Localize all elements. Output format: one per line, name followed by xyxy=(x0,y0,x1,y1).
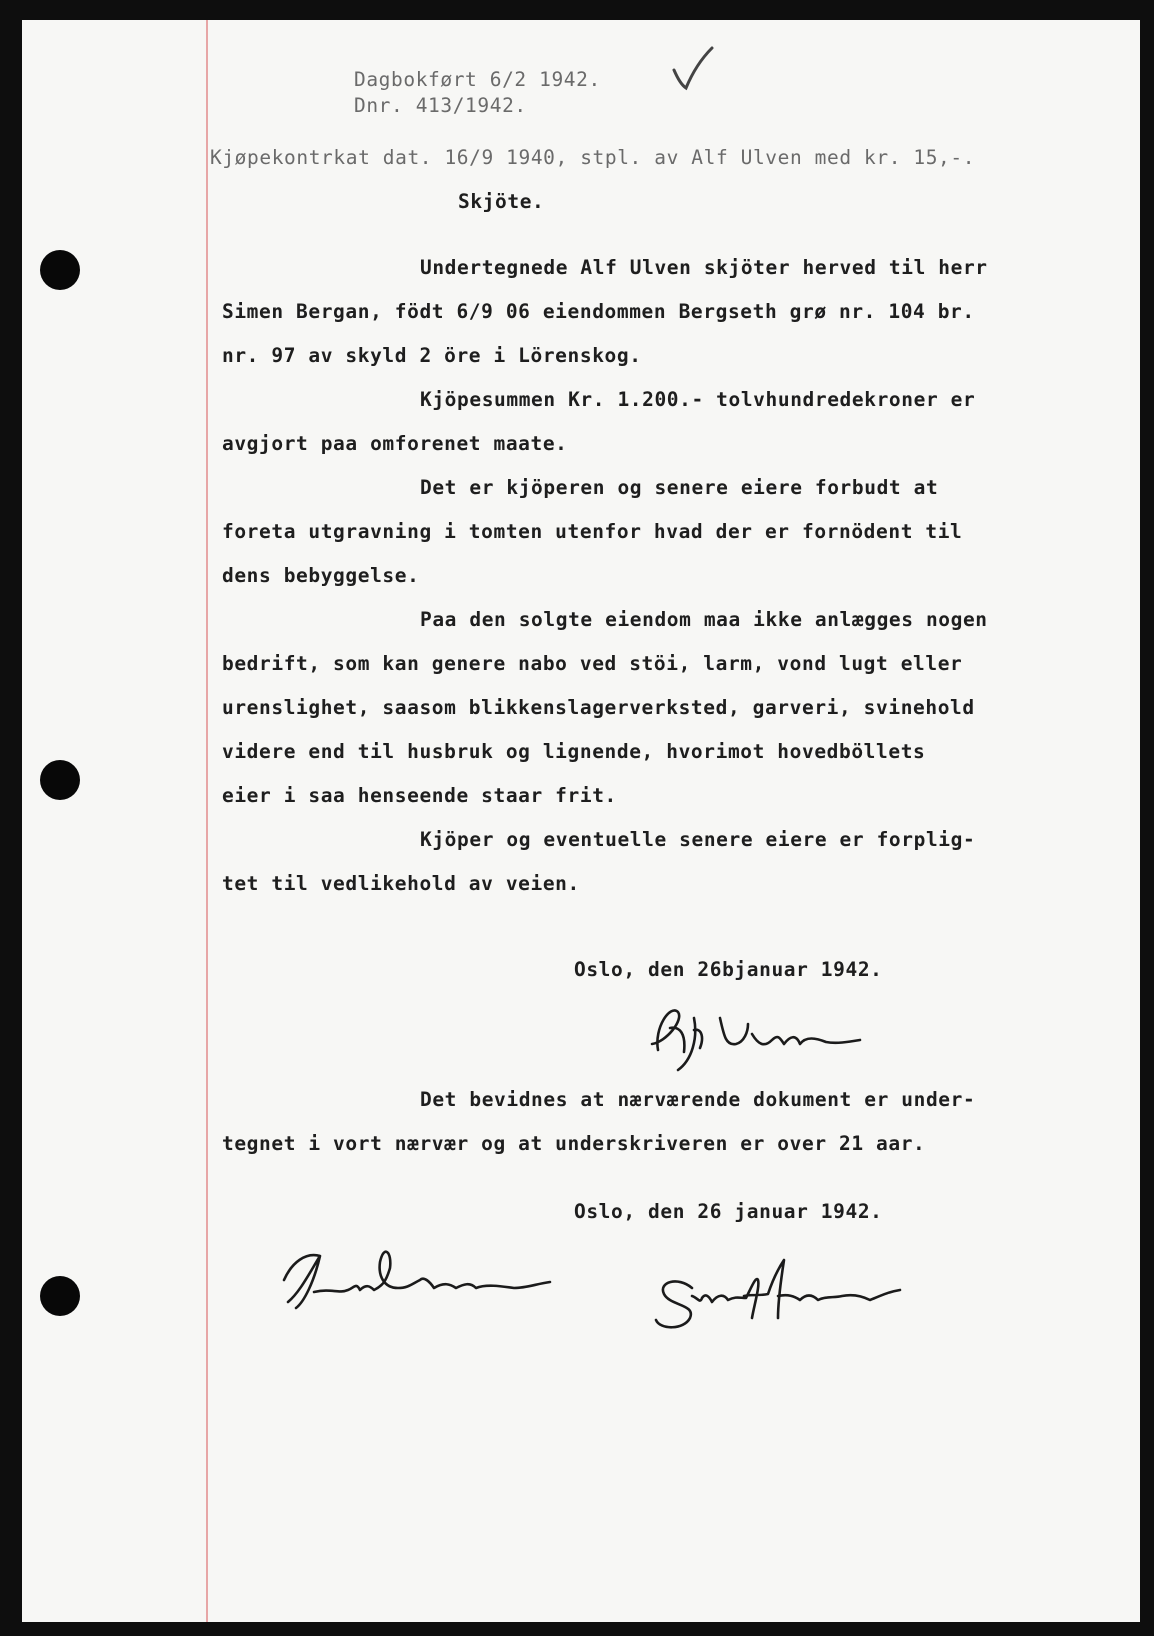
seller-signature xyxy=(640,998,880,1078)
body-line: nr. 97 av skyld 2 öre i Lörenskog. xyxy=(222,344,642,367)
body-line: videre end til husbruk og lignende, hvorimot hovedböllets xyxy=(222,740,926,763)
place-date: Oslo, den 26 januar 1942. xyxy=(574,1200,883,1223)
intro-line: Kjøpekontrkat dat. 16/9 1940, stpl. av Alf Ulven med kr. 15,-. xyxy=(210,146,976,169)
body-line: foreta utgravning i tomten utenfor hvad der er fornödent til xyxy=(222,520,963,543)
body-line: Paa den solgte eiendom maa ikke anlægges nogen xyxy=(420,608,988,631)
dnr-line: Dnr. 413/1942. xyxy=(354,94,527,117)
witness-signature xyxy=(274,1232,574,1322)
body-line: dens bebyggelse. xyxy=(222,564,420,587)
punch-hole xyxy=(40,1276,80,1316)
body-line: eier i saa henseende staar frit. xyxy=(222,784,617,807)
punch-hole xyxy=(40,250,80,290)
body-line: Simen Bergan, födt 6/9 06 eiendommen Bergseth grø nr. 104 br. xyxy=(222,300,975,323)
witness-line: Det bevidnes at nærværende dokument er under- xyxy=(420,1088,976,1111)
place-date: Oslo, den 26bjanuar 1942. xyxy=(574,958,883,981)
body-line: Kjöper og eventuelle senere eiere er forplig- xyxy=(420,828,976,851)
check-mark-icon xyxy=(670,44,716,94)
body-line: bedrift, som kan genere nabo ved stöi, larm, vond lugt eller xyxy=(222,652,963,675)
body-line: Kjöpesummen Kr. 1.200.- tolvhundredekroner er xyxy=(420,388,976,411)
body-line: tet til vedlikehold av veien. xyxy=(222,872,580,895)
punch-hole xyxy=(40,760,80,800)
witness-signature xyxy=(648,1246,908,1336)
margin-rule xyxy=(206,20,208,1622)
body-line: Undertegnede Alf Ulven skjöter herved til herr xyxy=(420,256,988,279)
dagbok-line: Dagbokført 6/2 1942. xyxy=(354,68,601,91)
document-page xyxy=(22,20,1140,1622)
body-line: urenslighet, saasom blikkenslagerverksted, garveri, svinehold xyxy=(222,696,975,719)
body-line: Det er kjöperen og senere eiere forbudt at xyxy=(420,476,939,499)
deed-title: Skjöte. xyxy=(458,190,545,213)
witness-line: tegnet i vort nærvær og at underskriveren er over 21 aar. xyxy=(222,1132,926,1155)
body-line: avgjort paa omforenet maate. xyxy=(222,432,568,455)
